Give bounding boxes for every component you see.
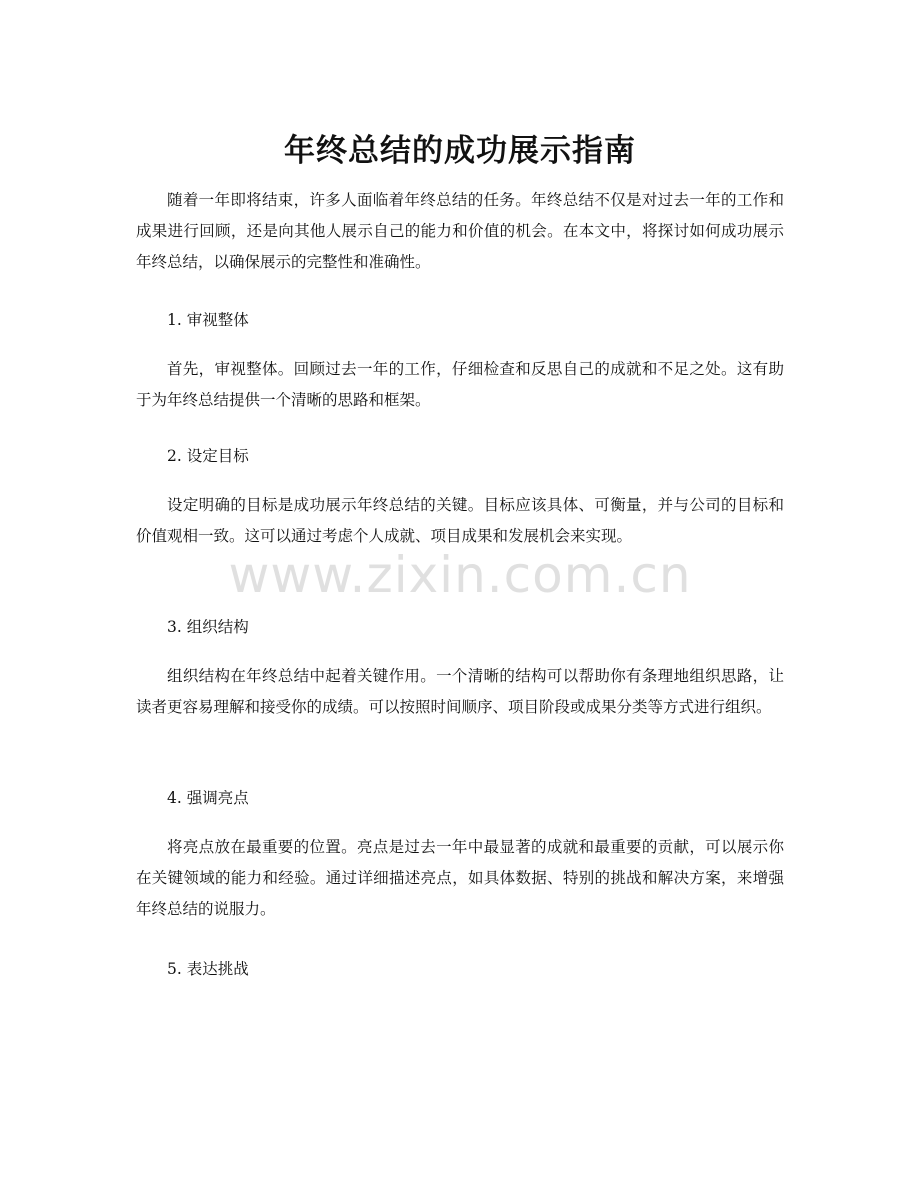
section-heading-3: 3. 组织结构	[167, 618, 249, 636]
section-heading-4: 4. 强调亮点	[167, 789, 249, 807]
section-heading-5: 5. 表达挑战	[167, 960, 249, 978]
section-heading-2: 2. 设定目标	[167, 447, 249, 465]
document-title: 年终总结的成功展示指南	[284, 132, 636, 169]
section-body-2: 设定明确的目标是成功展示年终总结的关键。目标应该具体、可衡量，并与公司的目标和价值观相一致。这可以通过考虑个人成就、项目成果和发展机会来实现。	[136, 496, 784, 545]
watermark-text: www.zixin.com.cn	[228, 546, 692, 604]
section-heading-1: 1. 审视整体	[167, 311, 249, 329]
intro-paragraph: 随着一年即将结束，许多人面临着年终总结的任务。年终总结不仅是对过去一年的工作和成果进行回顾，还是向其他人展示自己的能力和价值的机会。在本文中，将探讨如何成功展示年终总结，以确保展示的完整性和准确性。	[136, 191, 784, 271]
section-body-3: 组织结构在年终总结中起着关键作用。一个清晰的结构可以帮助你有条理地组织思路，让读者更容易理解和接受你的成绩。可以按照时间顺序、项目阶段或成果分类等方式进行组织。	[136, 667, 784, 716]
section-body-1: 首先，审视整体。回顾过去一年的工作，仔细检查和反思自己的成就和不足之处。这有助于为年终总结提供一个清晰的思路和框架。	[136, 360, 784, 409]
section-body-4: 将亮点放在最重要的位置。亮点是过去一年中最显著的成就和最重要的贡献，可以展示你在关键领域的能力和经验。通过详细描述亮点，如具体数据、特别的挑战和解决方案，来增强年终总结的说服力。	[136, 838, 784, 918]
